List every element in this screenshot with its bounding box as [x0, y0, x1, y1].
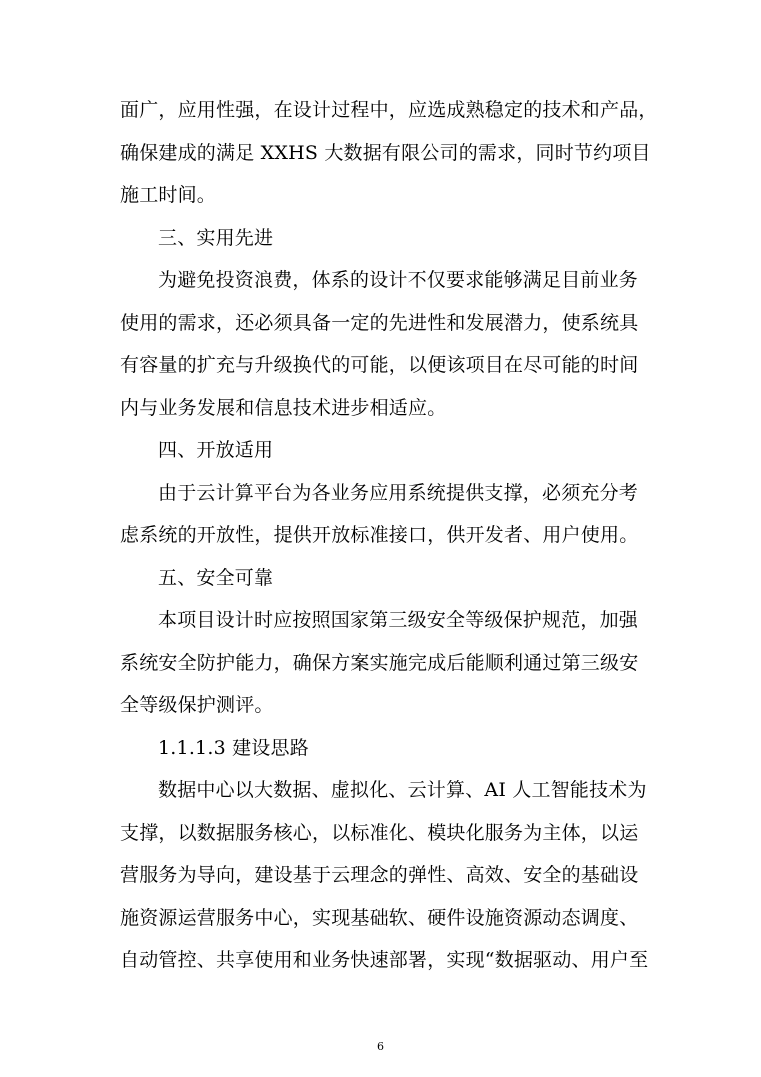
text-line: 面广，应用性强，在设计过程中，应选成熟稳定的技术和产品， [120, 99, 658, 121]
text-line: 全等级保护测评。 [120, 694, 274, 716]
section-heading: 1.1.1.3 建设思路 [158, 737, 309, 759]
text-line: 施工时间。 [120, 184, 217, 206]
text-line: 有容量的扩充与升级换代的可能，以便该项目在尽可能的时间 [120, 354, 639, 376]
text-line: 确保建成的满足 XXHS 大数据有限公司的需求，同时节约项目 [120, 142, 651, 164]
section-heading: 四、开放适用 [158, 439, 274, 461]
text-line: 内与业务发展和信息技术进步相适应。 [120, 397, 447, 419]
page-number: 6 [377, 1040, 384, 1053]
text-line: 虑系统的开放性，提供开放标准接口，供开发者、用户使用。 [120, 524, 639, 546]
text-line: 施资源运营服务中心，实现基础软、硬件设施资源动态调度、 [120, 907, 639, 929]
text-line: 系统安全防护能力，确保方案实施完成后能顺利通过第三级安 [120, 652, 639, 674]
text-line: 数据中心以大数据、虚拟化、云计算、AI 人工智能技术为 [158, 779, 647, 801]
text-line: 支撑，以数据服务核心，以标准化、模块化服务为主体，以运 [120, 822, 639, 844]
section-heading: 三、实用先进 [158, 227, 274, 249]
text-line: 本项目设计时应按照国家第三级安全等级保护规范，加强 [158, 609, 639, 631]
text-line: 自动管控、共享使用和业务快速部署，实现“数据驱动、用户至 [120, 949, 649, 971]
section-heading: 五、安全可靠 [158, 567, 274, 589]
text-line: 为避免投资浪费，体系的设计不仅要求能够满足目前业务 [158, 269, 639, 291]
text-line: 使用的需求，还必须具备一定的先进性和发展潜力，使系统具 [120, 312, 639, 334]
text-line: 由于云计算平台为各业务应用系统提供支撑，必须充分考 [158, 482, 639, 504]
text-line: 营服务为导向，建设基于云理念的弹性、高效、安全的基础设 [120, 864, 639, 886]
